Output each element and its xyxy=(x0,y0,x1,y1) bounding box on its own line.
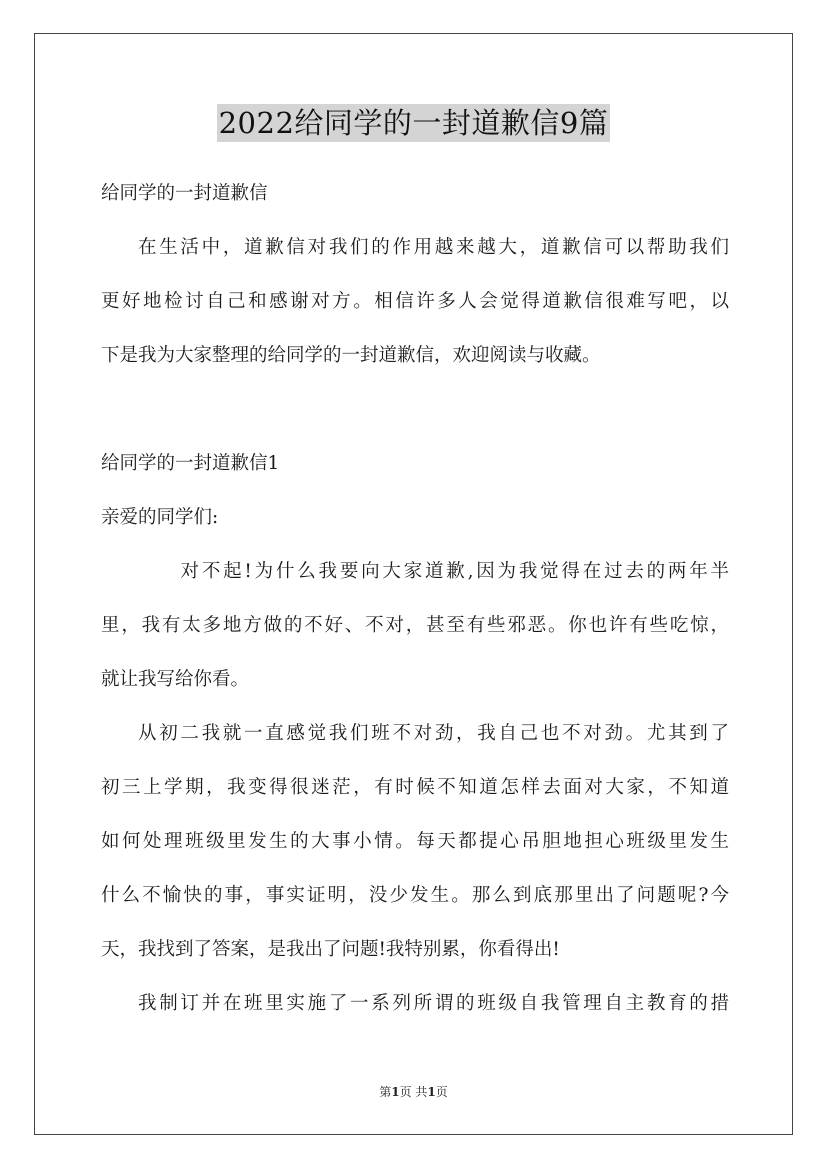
footer-prefix: 第 xyxy=(379,1085,392,1099)
para1-line-3: 就让我写给你看。 xyxy=(101,669,250,690)
letter1-section xyxy=(101,437,729,1031)
para2-line-1: 从初二我就一直感觉我们班不对劲，我自己也不对劲。尤其到了 xyxy=(138,723,729,744)
footer-mid: 页 共 xyxy=(399,1085,428,1099)
footer-page-current: 1 xyxy=(391,1085,400,1099)
intro-heading: 给同学的一封道歉信 xyxy=(101,183,268,204)
para2-line-3: 如何处理班级里发生的大事小情。每天都提心吊胆地担心班级里发生 xyxy=(101,831,729,852)
para2-line-5: 天，我找到了答案，是我出了问题!我特别累，你看得出! xyxy=(101,939,560,960)
letter1-heading: 给同学的一封道歉信1 xyxy=(101,453,280,474)
footer-page-total: 1 xyxy=(427,1085,436,1099)
document-title: 2022给同学的一封道歉信9篇 xyxy=(218,106,609,140)
footer-suffix: 页 xyxy=(435,1085,448,1099)
para1-line-1: 对不起!为什么我要向大家道歉,因为我觉得在过去的两年半 xyxy=(180,561,729,582)
salutation: 亲爱的同学们: xyxy=(101,507,219,528)
para2-line-4: 什么不愉快的事，事实证明，没少发生。那么到底那里出了问题呢?今 xyxy=(101,885,729,906)
intro-line-3: 下是我为大家整理的给同学的一封道歉信，欢迎阅读与收藏。 xyxy=(101,345,601,366)
intro-line-1: 在生活中，道歉信对我们的作用越来越大，道歉信可以帮助我们 xyxy=(138,237,729,258)
title-container xyxy=(0,104,827,142)
para2-line-2: 初三上学期，我变得很迷茫，有时候不知道怎样去面对大家，不知道 xyxy=(101,777,729,798)
para3-line-1: 我制订并在班里实施了一系列所谓的班级自我管理自主教育的措 xyxy=(138,993,729,1014)
para1-line-2: 里，我有太多地方做的不好、不对，甚至有些邪恶。你也许有些吃惊， xyxy=(101,615,729,636)
intro-line-2: 更好地检讨自己和感谢对方。相信许多人会觉得道歉信很难写吧，以 xyxy=(101,291,729,312)
intro-section xyxy=(101,167,729,383)
page-footer xyxy=(0,1083,827,1100)
